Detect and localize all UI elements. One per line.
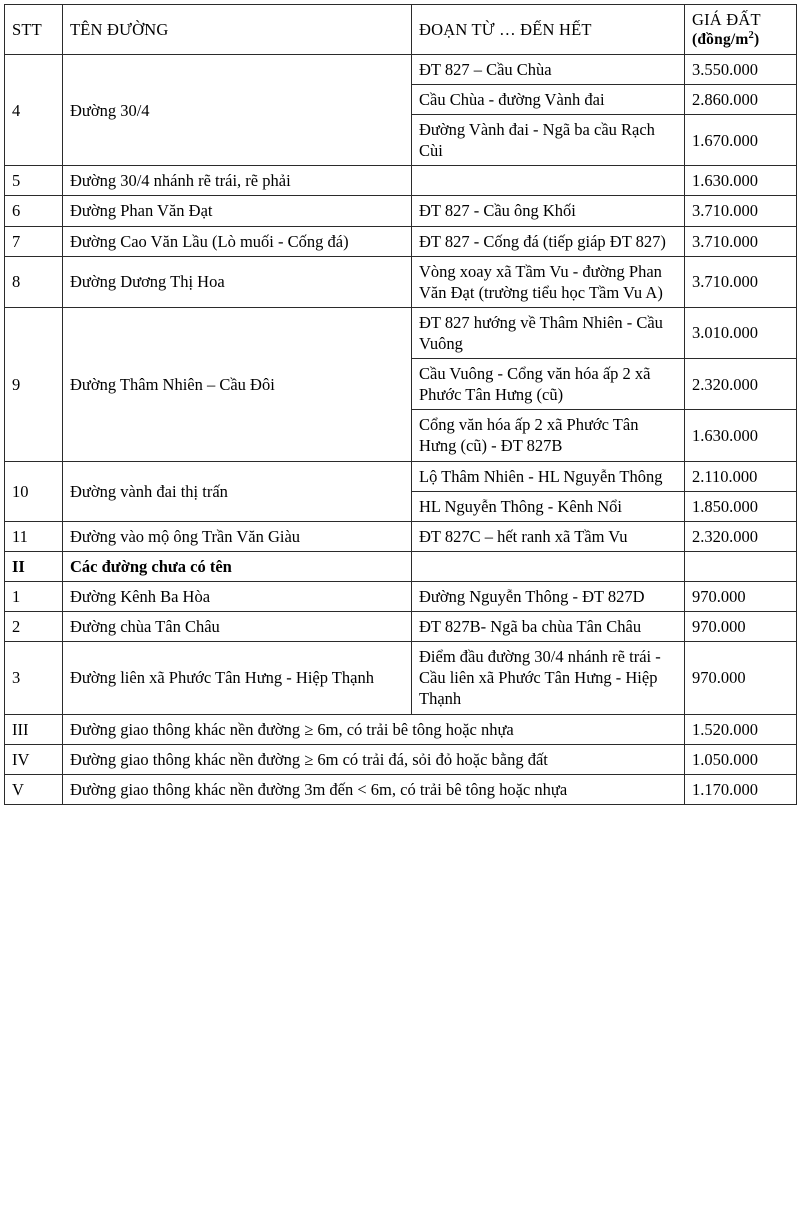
table-row <box>5 256 797 307</box>
price-unit-exponent: 2 <box>748 29 754 41</box>
price-cell: 1.630.000 <box>685 410 797 461</box>
table-body <box>5 54 797 804</box>
price-cell: 1.850.000 <box>685 491 797 521</box>
price-cell <box>685 551 797 581</box>
table-row <box>5 521 797 551</box>
segment-cell: Vòng xoay xã Tầm Vu - đường Phan Văn Đạt (trường tiểu học Tầm Vu A) <box>412 256 685 307</box>
column-header-segment: ĐOẠN TỪ … ĐẾN HẾT <box>412 5 685 55</box>
price-cell: 1.050.000 <box>685 744 797 774</box>
road-name-cell: Đường 30/4 nhánh rẽ trái, rẽ phải <box>63 166 412 196</box>
price-cell: 1.670.000 <box>685 115 797 166</box>
row-index-cell: 11 <box>5 521 63 551</box>
segment-cell: Điểm đầu đường 30/4 nhánh rẽ trái - Cầu liên xã Phước Tân Hưng - Hiệp Thạnh <box>412 642 685 714</box>
price-unit-close: ) <box>754 31 760 49</box>
category-index-cell: IV <box>5 744 63 774</box>
category-row <box>5 774 797 804</box>
category-index-cell: V <box>5 774 63 804</box>
row-index-cell: 1 <box>5 582 63 612</box>
segment-cell: Đường Vành đai - Ngã ba cầu Rạch Cùi <box>412 115 685 166</box>
row-index-cell: 6 <box>5 196 63 226</box>
table-row <box>5 612 797 642</box>
table-row <box>5 226 797 256</box>
price-cell: 3.010.000 <box>685 307 797 358</box>
price-cell: 3.550.000 <box>685 54 797 84</box>
price-cell: 1.520.000 <box>685 714 797 744</box>
row-index-cell: II <box>5 551 63 581</box>
price-header-title: GIÁ ĐẤT <box>692 10 761 29</box>
road-name-cell: Đường 30/4 <box>63 54 412 165</box>
category-index-cell: III <box>5 714 63 744</box>
column-header-price <box>685 5 797 55</box>
road-name-cell: Đường vào mộ ông Trần Văn Giàu <box>63 521 412 551</box>
segment-cell: Đường Nguyễn Thông - ĐT 827D <box>412 582 685 612</box>
row-index-cell: 10 <box>5 461 63 521</box>
segment-cell: ĐT 827 – Cầu Chùa <box>412 54 685 84</box>
segment-cell: Cầu Chùa - đường Vành đai <box>412 85 685 115</box>
land-price-table <box>4 4 797 805</box>
table-row <box>5 307 797 358</box>
segment-cell: ĐT 827 hướng về Thâm Nhiên - Cầu Vuông <box>412 307 685 358</box>
segment-cell: ĐT 827 - Cầu ông Khối <box>412 196 685 226</box>
road-name-cell: Đường Dương Thị Hoa <box>63 256 412 307</box>
price-cell: 970.000 <box>685 642 797 714</box>
row-index-cell: 5 <box>5 166 63 196</box>
category-description-cell: Đường giao thông khác nền đường ≥ 6m, có trải bê tông hoặc nhựa <box>63 714 685 744</box>
price-cell: 3.710.000 <box>685 256 797 307</box>
price-cell: 1.170.000 <box>685 774 797 804</box>
category-description-cell: Đường giao thông khác nền đường 3m đến < 6m, có trải bê tông hoặc nhựa <box>63 774 685 804</box>
road-name-cell: Các đường chưa có tên <box>63 551 412 581</box>
price-cell: 2.320.000 <box>685 359 797 410</box>
road-name-cell: Đường chùa Tân Châu <box>63 612 412 642</box>
road-name-cell: Đường Thâm Nhiên – Cầu Đôi <box>63 307 412 461</box>
segment-cell: ĐT 827C – hết ranh xã Tầm Vu <box>412 521 685 551</box>
category-row <box>5 744 797 774</box>
segment-cell <box>412 551 685 581</box>
table-row <box>5 551 797 581</box>
segment-cell: ĐT 827 - Cống đá (tiếp giáp ĐT 827) <box>412 226 685 256</box>
category-description-cell: Đường giao thông khác nền đường ≥ 6m có trải đá, sỏi đỏ hoặc bằng đất <box>63 744 685 774</box>
table-row <box>5 54 797 84</box>
segment-cell: ĐT 827B- Ngã ba chùa Tân Châu <box>412 612 685 642</box>
row-index-cell: 9 <box>5 307 63 461</box>
price-cell: 3.710.000 <box>685 226 797 256</box>
road-name-cell: Đường Cao Văn Lầu (Lò muối - Cống đá) <box>63 226 412 256</box>
segment-cell: HL Nguyễn Thông - Kênh Nổi <box>412 491 685 521</box>
road-name-cell: Đường Kênh Ba Hòa <box>63 582 412 612</box>
price-cell: 2.860.000 <box>685 85 797 115</box>
category-row <box>5 714 797 744</box>
segment-cell: Cầu Vuông - Cổng văn hóa ấp 2 xã Phước Tân Hưng (cũ) <box>412 359 685 410</box>
row-index-cell: 8 <box>5 256 63 307</box>
road-name-cell: Đường Phan Văn Đạt <box>63 196 412 226</box>
price-cell: 970.000 <box>685 582 797 612</box>
segment-cell <box>412 166 685 196</box>
table-header <box>5 5 797 55</box>
column-header-name: TÊN ĐƯỜNG <box>63 5 412 55</box>
row-index-cell: 3 <box>5 642 63 714</box>
segment-cell: Lộ Thâm Nhiên - HL Nguyễn Thông <box>412 461 685 491</box>
table-row <box>5 461 797 491</box>
table-row <box>5 582 797 612</box>
column-header-stt: STT <box>5 5 63 55</box>
price-cell: 2.110.000 <box>685 461 797 491</box>
price-cell: 1.630.000 <box>685 166 797 196</box>
table-row <box>5 196 797 226</box>
row-index-cell: 4 <box>5 54 63 165</box>
price-header-unit <box>692 30 789 50</box>
row-index-cell: 7 <box>5 226 63 256</box>
road-name-cell: Đường liên xã Phước Tân Hưng - Hiệp Thạnh <box>63 642 412 714</box>
row-index-cell: 2 <box>5 612 63 642</box>
price-unit-open: (đồng/m <box>692 31 749 49</box>
price-cell: 3.710.000 <box>685 196 797 226</box>
table-row <box>5 166 797 196</box>
header-row <box>5 5 797 55</box>
segment-cell: Cổng văn hóa ấp 2 xã Phước Tân Hưng (cũ) - ĐT 827B <box>412 410 685 461</box>
road-name-cell: Đường vành đai thị trấn <box>63 461 412 521</box>
table-row <box>5 642 797 714</box>
price-cell: 970.000 <box>685 612 797 642</box>
price-cell: 2.320.000 <box>685 521 797 551</box>
